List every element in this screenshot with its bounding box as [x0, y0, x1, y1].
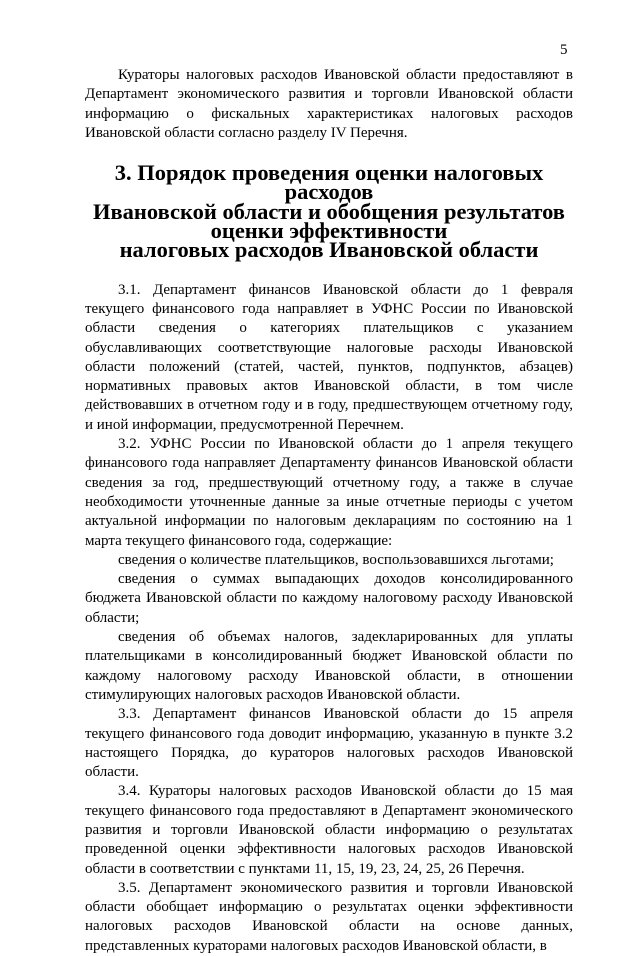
list-item-lost-revenue: сведения о суммах выпадающих доходов консолидированного бюджета Ивановской области по каждому налоговому расходу Ивановской области;: [85, 571, 573, 626]
section-heading-line-3: налоговых расходов Ивановской области: [119, 237, 539, 263]
paragraph-3-2: 3.2. УФНС России по Ивановской области до 1 апреля текущего финансового года направляет Департаменту финансов Ивановской области сведения за год, предшествующий отчетному году, а также в случае необходимости уточненные данные за иные отчетные периоды с учетом актуальной информации по налоговым декларациям по состоянию на 1 марта текущего финансового года, содержащие:: [85, 436, 573, 549]
paragraph-3-1: 3.1. Департамент финансов Ивановской области до 1 февраля текущего финансового года направляет в УФНС России по Ивановской области сведения о категориях плательщиков с указанием обуславливающих соответствующие налоговые расходы Ивановской области положений (статей, частей, пунктов, подпунктов, абзацев) нормативных правовых актов Ивановской области, в том числе действовавших в отчетном году и в году, предшествующем отчетному году, и иной информации, предусмотренной Перечнем.: [85, 281, 573, 433]
section-heading-line-2: Ивановской области и обобщения результатов оценки эффективности: [93, 198, 565, 244]
document-body: [85, 66, 573, 956]
section-heading: [85, 160, 573, 263]
paragraph-3-4: 3.4. Кураторы налоговых расходов Ивановской области до 15 мая текущего финансового года предоставляют в Департамент экономического развития и торговли Ивановской области информацию о результатах проведенной оценки эффективности налоговых расходов Ивановской области в соответствии с пунктами 11, 15, 19, 23, 24, 25, 26 Перечня.: [85, 783, 573, 877]
paragraph-3-3: 3.3. Департамент финансов Ивановской области до 15 апреля текущего финансового года доводит информацию, указанную в пункте 3.2 настоящего Порядка, до кураторов налоговых расходов Ивановской области.: [85, 706, 573, 781]
list-item-taxpayer-count: сведения о количестве плательщиков, воспользовавшихся льготами;: [118, 551, 554, 568]
paragraph-3-5: 3.5. Департамент экономического развития и торговли Ивановской области обобщает информацию о результатах оценки эффективности налоговых расходов Ивановской области на основе данных, представленных кураторами налоговых расходов Ивановской области, в: [85, 879, 573, 954]
section-heading-line-1: 3. Порядок проведения оценки налоговых расходов: [114, 160, 544, 205]
intro-paragraph: Кураторы налоговых расходов Ивановской области предоставляют в Департамент экономического развития и торговли Ивановской области информацию о фискальных характеристиках налоговых расходов Ивановской области согласно разделу IV Перечня.: [85, 67, 573, 141]
list-item-declared-taxes: сведения об объемах налогов, задекларированных для уплаты плательщиками в консолидированный бюджет Ивановской области по каждому налоговому расходу Ивановской области, в отношении стимулирующих налоговых расходов Ивановской области.: [85, 629, 573, 703]
page-number: 5: [560, 42, 568, 58]
